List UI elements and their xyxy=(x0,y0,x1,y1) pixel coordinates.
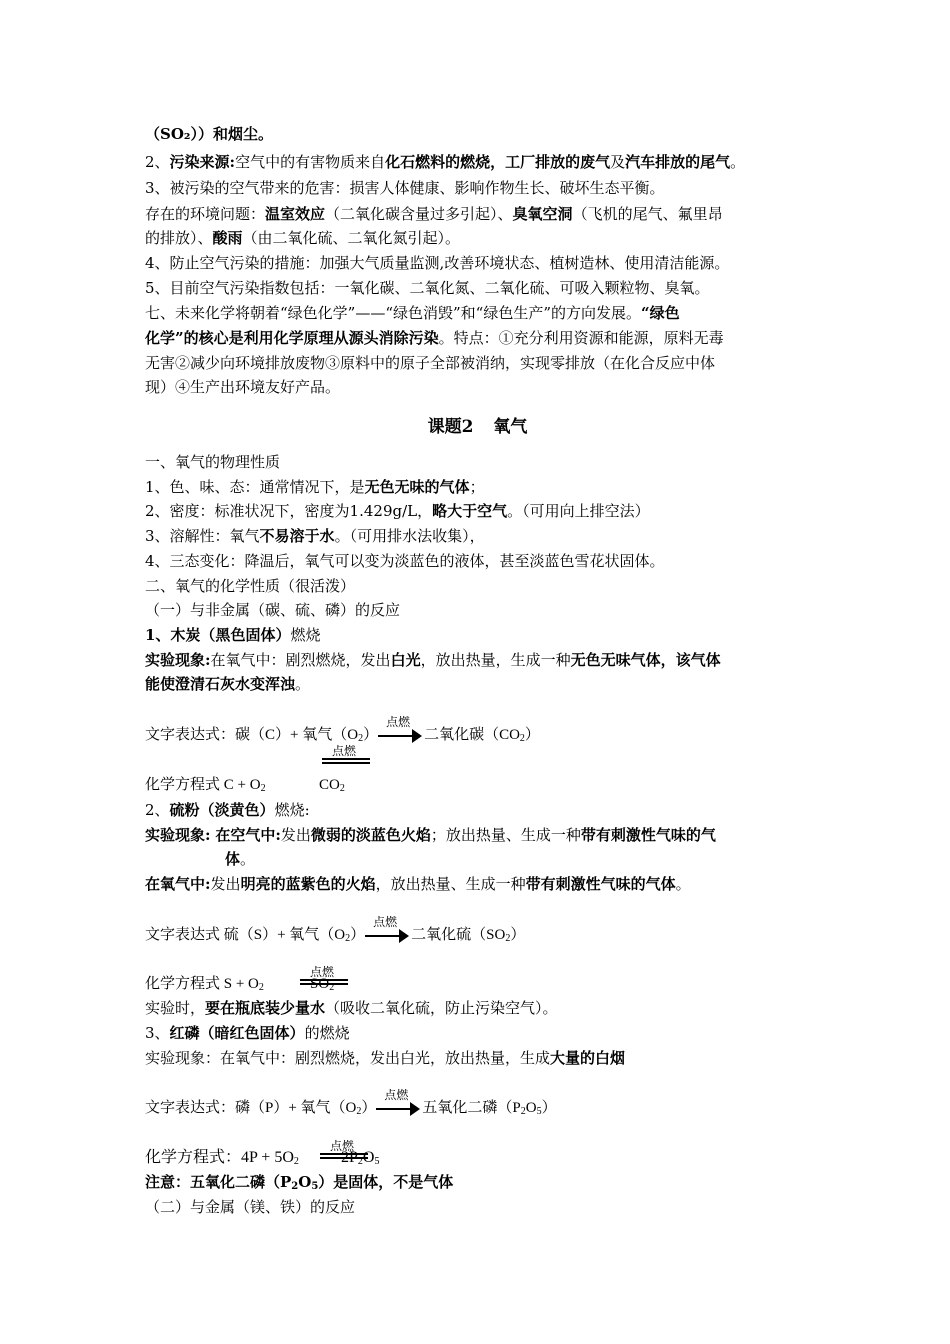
text-line: 4、三态变化：降温后，氧气可以变为淡蓝色的液体，甚至淡蓝色雪花状固体。 xyxy=(145,552,665,570)
text-line: 3、红磷（暗红色固体）的燃烧 xyxy=(145,1024,350,1042)
text-line: 实验现象:在氧气中：剧烈燃烧，发出白光，放出热量，生成一种无色无味气体，该气体 xyxy=(145,651,721,669)
text-line: 二、氧气的化学性质（很活泼） xyxy=(145,577,356,595)
word-equation-phosphorus: 文字表达式：磷（P）+ 氧气$(O_2)$ 点燃 五氧化二磷$(P_2O_5)$ xyxy=(145,1088,557,1117)
reaction-arrow: 点燃 xyxy=(378,725,424,745)
chemical-equation-carbon: 化学方程式 $C + O_2$ xyxy=(145,777,266,794)
chemical-equation-sulfur: 化学方程式 $S + O_2$ xyxy=(145,976,264,993)
chemical-equation-phosphorus-product: $2P_2O_5$ xyxy=(341,1149,380,1167)
text-line: 能使澄清石灰水变浑浊。 xyxy=(145,675,311,693)
text-line: 2、密度：标准状况下，密度为1.429g/L，略大于空气。（可用向上排空法） xyxy=(145,502,650,520)
chemical-equation-carbon-product: $CO_2$ xyxy=(319,777,345,794)
word-equation-sulfur: 文字表达式 硫（S）+ 氧气$(O_2)$ 点燃 二氧化硫$(SO_2)$ xyxy=(145,915,526,944)
chemical-equation-sulfur-product: $SO_2$ xyxy=(310,976,335,993)
text-line: 一、氧气的物理性质 xyxy=(145,453,281,471)
text-line: 七、未来化学将朝着“绿色化学”——“绿色消毁”和“绿色生产”的方向发展。“绿色 xyxy=(145,304,680,322)
equals-sign: 点燃 xyxy=(322,752,370,772)
text-line: 无害②减少向环境排放废物③原料中的原子全部被消纳，实现零排放（在化合反应中体 xyxy=(145,354,716,372)
text-line: （一）与非金属（碳、硫、磷）的反应 xyxy=(145,601,401,619)
reaction-arrow: 点燃 xyxy=(365,925,411,945)
text-line: 现）④生产出环境友好产品。 xyxy=(145,378,341,396)
text-line: 1、色、味、态：通常情况下，是无色无味的气体； xyxy=(145,478,485,496)
text-line: 1、木炭（黑色固体）燃烧 xyxy=(145,626,321,644)
text-line-note: 注意：五氧化二磷$(P_2O_5)$是固体，不是气体 xyxy=(145,1173,454,1192)
text-line: 实验时，要在瓶底装少量水（吸收二氧化硫，防止污染空气）。 xyxy=(145,999,558,1017)
text-line: 2、污染来源:空气中的有害物质来自化石燃料的燃烧，工厂排放的废气及汽车排放的尾气。 xyxy=(145,153,746,171)
equals-sign: 点燃 xyxy=(300,973,348,993)
text-line: 3、溶解性：氧气不易溶于水。（可用排水法收集）， xyxy=(145,527,485,545)
text-line: 体。 xyxy=(225,850,256,868)
reaction-arrow: 点燃 xyxy=(376,1098,422,1118)
text-line: 实验现象: 在空气中:发出微弱的淡蓝色火焰；放出热量、生成一种带有刺激性气味的气 xyxy=(145,826,716,844)
text-line: 化学”的核心是利用化学原理从源头消除污染。特点：①充分利用资源和能源，原料无毒 xyxy=(145,329,724,347)
word-equation-carbon: 文字表达式：碳（C）+ 氧气$(O_2)$ 点燃 二氧化碳$(CO_2)$ xyxy=(145,715,540,744)
text-line: 的排放）、酸雨（由二氧化硫、二氧化氮引起）。 xyxy=(145,229,461,247)
text-line: 3、被污染的空气带来的危害：损害人体健康、影响作物生长、破坏生态平衡。 xyxy=(145,179,665,197)
chemical-equation-phosphorus: 化学方程式：$4P + 5O_2$ xyxy=(145,1149,299,1167)
equals-sign: 点燃 xyxy=(320,1147,368,1167)
text-line: 在氧气中:发出明亮的蓝紫色的火焰，放出热量、生成一种带有刺激性气味的气体。 xyxy=(145,875,691,893)
text-line: （SO₂））和烟尘。 xyxy=(145,125,273,143)
text-line: （二）与金属（镁、铁）的反应 xyxy=(145,1198,356,1216)
text-line: 4、防止空气污染的措施：加强大气质量监测,改善环境状态、植树造林、使用清洁能源。 xyxy=(145,254,730,272)
text-line: 实验现象：在氧气中：剧烈燃烧，发出白光，放出热量，生成大量的白烟 xyxy=(145,1049,626,1067)
text-line: 存在的环境问题：温室效应（二氧化碳含量过多引起）、臭氧空洞（飞机的尾气、氟里昂 xyxy=(145,205,723,223)
text-line: 2、硫粉（淡黄色）燃烧: xyxy=(145,801,310,819)
section-title: 课题2 氧气 xyxy=(427,417,528,437)
text-line: 5、目前空气污染指数包括：一氧化碳、二氧化氮、二氧化硫、可吸入颗粒物、臭氧。 xyxy=(145,279,710,297)
